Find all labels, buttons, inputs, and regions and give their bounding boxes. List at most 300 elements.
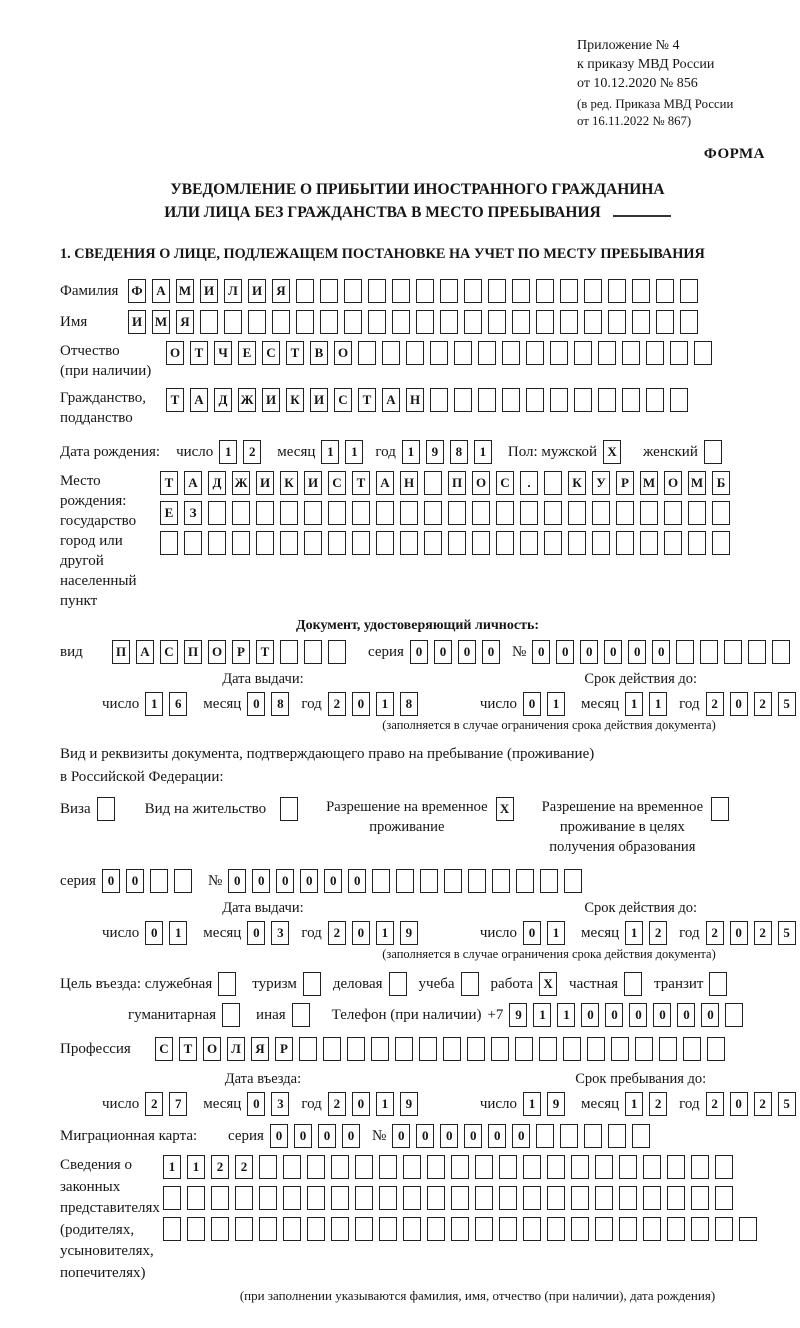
rvp-checkbox <box>496 797 520 821</box>
form-cell: 8 <box>271 692 289 716</box>
form-cell <box>694 341 712 365</box>
form-cell <box>715 1186 733 1210</box>
form-cell: С <box>160 640 178 664</box>
form-cell: 1 <box>321 440 339 464</box>
form-cell <box>499 1155 517 1179</box>
purpose-study-label: учеба <box>418 975 455 992</box>
header-line: Приложение № 4 <box>577 38 680 53</box>
purpose-business-label: деловая <box>332 975 383 992</box>
header-line: от 16.11.2022 № 867) <box>577 114 692 128</box>
form-cell <box>208 501 226 525</box>
form-cell <box>691 1186 709 1210</box>
form-cell: 0 <box>604 640 622 664</box>
form-cell <box>174 869 192 893</box>
purpose-private-checkbox <box>624 972 648 996</box>
form-cell <box>211 1217 229 1241</box>
form-cell <box>515 1037 533 1061</box>
page-title <box>60 179 775 224</box>
title-line-1: УВЕДОМЛЕНИЕ О ПРИБЫТИИ ИНОСТРАННОГО ГРАЖДАНИНА <box>170 181 665 198</box>
header-line: от 10.12.2020 № 856 <box>577 76 698 91</box>
document-header <box>577 36 773 130</box>
form-cell <box>443 1037 461 1061</box>
form-cell: 7 <box>169 1092 187 1116</box>
issue-month-cells <box>247 921 295 945</box>
form-cell <box>568 501 586 525</box>
form-cell <box>304 501 322 525</box>
issue-date-heading: Дата выдачи: <box>222 900 304 916</box>
form-cell: 1 <box>557 1003 575 1027</box>
form-cell: М <box>688 471 706 495</box>
field-residence-series <box>60 869 775 893</box>
form-cell: 0 <box>410 640 428 664</box>
form-cell: Ж <box>232 471 250 495</box>
form-cell <box>392 279 410 303</box>
form-cell <box>632 310 650 334</box>
form-cell <box>608 1124 626 1148</box>
form-cell <box>488 279 506 303</box>
form-cell: 1 <box>187 1155 205 1179</box>
form-cell: О <box>334 341 352 365</box>
purpose-other-checkbox <box>292 1003 316 1027</box>
rvp-education-checkbox <box>711 797 735 821</box>
form-cell <box>496 501 514 525</box>
form-cell: 0 <box>126 869 144 893</box>
form-cell: 0 <box>458 640 476 664</box>
form-cell <box>523 1217 541 1241</box>
id-doc-valid-date <box>480 671 800 716</box>
form-cell: 0 <box>581 1003 599 1027</box>
form-cell: 0 <box>276 869 294 893</box>
form-cell <box>683 1037 701 1061</box>
entry-year-cells <box>328 1092 424 1116</box>
issue-day-cells <box>145 692 193 716</box>
form-cell <box>344 279 362 303</box>
form-cell <box>656 310 674 334</box>
form-cell: 0 <box>629 1003 647 1027</box>
form-cell <box>512 310 530 334</box>
form-cell <box>492 869 510 893</box>
form-cell <box>574 388 592 412</box>
form-cell <box>547 1217 565 1241</box>
form-cell: 1 <box>376 921 394 945</box>
form-cell: О <box>166 341 184 365</box>
form-cell: А <box>190 388 208 412</box>
form-cell <box>184 531 202 555</box>
form-cell: 2 <box>706 692 724 716</box>
sex-male-label: Пол: мужской <box>507 443 598 460</box>
form-cell: О <box>664 471 682 495</box>
citizenship-label: Гражданство, подданство <box>60 390 147 426</box>
form-cell <box>352 531 370 555</box>
purpose-work-checkbox <box>539 972 563 996</box>
form-cell <box>150 869 168 893</box>
form-cell: С <box>328 471 346 495</box>
form-cell: Ж <box>238 388 256 412</box>
form-cell <box>272 310 290 334</box>
form-cell <box>444 869 462 893</box>
form-cell <box>624 972 642 996</box>
form-cell <box>97 797 115 821</box>
title-line-2: ИЛИ ЛИЦА БЕЗ ГРАЖДАНСТВА В МЕСТО ПРЕБЫВАНИЯ <box>60 201 775 224</box>
birth-place-row2-cells <box>160 501 736 525</box>
form-cell: 0 <box>482 640 500 664</box>
form-cell <box>328 501 346 525</box>
form-cell: Я <box>272 279 290 303</box>
form-cell: У <box>592 471 610 495</box>
id-doc-series-label: серия <box>368 643 404 660</box>
form-cell <box>368 279 386 303</box>
form-cell: 1 <box>219 440 237 464</box>
form-cell: 2 <box>328 692 346 716</box>
form-cell: 1 <box>625 692 643 716</box>
form-cell: 1 <box>547 921 565 945</box>
form-cell <box>472 501 490 525</box>
form-cell: 1 <box>402 440 420 464</box>
valid-date-heading: Срок действия до: <box>584 671 698 687</box>
form-cell: С <box>496 471 514 495</box>
form-cell: Н <box>406 388 424 412</box>
form-cell: 0 <box>270 1124 288 1148</box>
month-label: месяц <box>203 1095 242 1112</box>
form-cell: 5 <box>778 921 796 945</box>
form-cell <box>707 1037 725 1061</box>
form-cell <box>664 501 682 525</box>
form-cell: 0 <box>300 869 318 893</box>
migration-series-cells <box>270 1124 366 1148</box>
form-cell: 9 <box>400 1092 418 1116</box>
id-doc-issue-date <box>102 671 424 716</box>
form-cell: Т <box>352 471 370 495</box>
form-cell <box>563 1037 581 1061</box>
form-cell <box>640 501 658 525</box>
form-cell: 1 <box>345 440 363 464</box>
purpose-label: Цель въезда: служебная <box>60 975 213 992</box>
legal-reps-note: (при заполнении указываются фамилия, имя, отчество (при наличии), дата рождения) <box>239 1288 716 1303</box>
stay-until-date <box>480 1071 800 1116</box>
form-cell <box>468 869 486 893</box>
form-cell <box>560 310 578 334</box>
form-cell: 2 <box>145 1092 163 1116</box>
form-cell: 0 <box>228 869 246 893</box>
form-cell: 1 <box>625 921 643 945</box>
form-cell: 1 <box>533 1003 551 1027</box>
birth-date-label: Дата рождения: <box>60 444 161 460</box>
form-cell <box>608 310 626 334</box>
form-cell: З <box>184 501 202 525</box>
form-cell: С <box>262 341 280 365</box>
form-cell <box>296 279 314 303</box>
form-cell: . <box>520 471 538 495</box>
form-cell <box>256 501 274 525</box>
form-cell: К <box>286 388 304 412</box>
form-cell <box>646 388 664 412</box>
form-cell <box>235 1186 253 1210</box>
form-cell <box>320 310 338 334</box>
id-doc-number-label: № <box>511 643 527 660</box>
form-cell <box>598 388 616 412</box>
form-cell: 0 <box>247 921 265 945</box>
field-legal-reps <box>60 1155 775 1284</box>
form-cell: С <box>155 1037 173 1061</box>
legal-reps-rows <box>163 1155 763 1248</box>
form-cell <box>667 1155 685 1179</box>
form-cell <box>328 531 346 555</box>
form-cell <box>472 531 490 555</box>
form-cell: 0 <box>580 640 598 664</box>
form-cell: 0 <box>523 692 541 716</box>
form-cell: X <box>603 440 621 464</box>
patronymic-cells <box>166 341 718 365</box>
form-cell: Б <box>712 471 730 495</box>
residence-permit-label: Вид на жительство <box>144 800 267 817</box>
form-cell <box>725 1003 743 1027</box>
form-cell: Т <box>160 471 178 495</box>
form-cell <box>419 1037 437 1061</box>
form-cell: 0 <box>440 1124 458 1148</box>
name-cells <box>128 310 704 334</box>
form-cell <box>544 471 562 495</box>
form-cell <box>619 1186 637 1210</box>
field-birth-date <box>60 440 775 464</box>
purpose-work-label: работа <box>490 975 534 992</box>
form-cell: 3 <box>271 921 289 945</box>
form-cell <box>389 972 407 996</box>
id-doc-vid-cells <box>112 640 352 664</box>
form-cell <box>256 531 274 555</box>
form-cell <box>688 531 706 555</box>
birth-year-cells <box>402 440 498 464</box>
purpose-tourism-label: туризм <box>252 975 297 992</box>
form-cell <box>643 1155 661 1179</box>
form-cell: Р <box>232 640 250 664</box>
form-cell <box>712 501 730 525</box>
form-cell: 0 <box>294 1124 312 1148</box>
form-cell <box>488 310 506 334</box>
form-cell <box>358 341 376 365</box>
form-cell <box>331 1155 349 1179</box>
form-cell <box>526 341 544 365</box>
form-cell <box>259 1217 277 1241</box>
id-doc-series-cells <box>410 640 506 664</box>
form-cell <box>280 640 298 664</box>
form-cell <box>376 531 394 555</box>
form-cell <box>739 1217 757 1241</box>
form-cell: 0 <box>488 1124 506 1148</box>
citizenship-cells <box>166 388 694 412</box>
form-cell <box>595 1217 613 1241</box>
form-cell: 2 <box>706 1092 724 1116</box>
form-cell: Л <box>227 1037 245 1061</box>
purpose-tourism-checkbox <box>303 972 327 996</box>
form-cell: К <box>280 471 298 495</box>
legal-reps-row3-cells <box>163 1217 763 1241</box>
form-cell: 2 <box>754 692 772 716</box>
form-cell: Е <box>160 501 178 525</box>
header-line: (в ред. Приказа МВД России <box>577 97 734 111</box>
form-cell <box>499 1217 517 1241</box>
form-cell <box>592 501 610 525</box>
form-cell: 0 <box>392 1124 410 1148</box>
form-cell <box>424 531 442 555</box>
form-cell <box>571 1155 589 1179</box>
form-cell <box>711 797 729 821</box>
entry-day-cells <box>145 1092 193 1116</box>
form-cell: О <box>203 1037 221 1061</box>
form-cell: Ч <box>214 341 232 365</box>
sex-female-checkbox <box>704 440 728 464</box>
purpose-humanitarian-label: гуманитарная <box>128 1006 217 1023</box>
form-cell <box>448 531 466 555</box>
form-cell <box>491 1037 509 1061</box>
form-cell: Л <box>224 279 242 303</box>
id-doc-dates <box>60 671 790 716</box>
form-cell <box>715 1217 733 1241</box>
form-cell: 2 <box>649 1092 667 1116</box>
residence-doc-dates <box>60 900 790 945</box>
form-cell <box>440 310 458 334</box>
form-cell <box>475 1155 493 1179</box>
form-cell <box>395 1037 413 1061</box>
form-cell: 0 <box>247 692 265 716</box>
form-cell <box>526 388 544 412</box>
form-cell <box>499 1186 517 1210</box>
id-doc-number-cells <box>532 640 796 664</box>
form-cell: 2 <box>243 440 261 464</box>
valid-month-cells <box>625 692 673 716</box>
form-cell <box>571 1186 589 1210</box>
purpose-humanitarian-checkbox <box>222 1003 246 1027</box>
form-cell <box>520 531 538 555</box>
form-cell <box>187 1217 205 1241</box>
form-cell: А <box>136 640 154 664</box>
form-cell <box>427 1217 445 1241</box>
rvp-education-option <box>542 797 735 857</box>
birth-place-label: Место рождения: государство город или другой населенный пункт <box>60 473 137 609</box>
form-cell: С <box>334 388 352 412</box>
issue-date-heading: Дата выдачи: <box>222 671 304 687</box>
year-label: год <box>375 443 396 460</box>
form-cell: И <box>128 310 146 334</box>
form-cell: X <box>496 797 514 821</box>
residence-permit-option <box>145 797 304 821</box>
form-cell: Д <box>208 471 226 495</box>
form-cell <box>232 501 250 525</box>
form-cell <box>424 471 442 495</box>
form-cell <box>520 501 538 525</box>
form-cell: 0 <box>416 1124 434 1148</box>
issue-year-cells <box>328 921 424 945</box>
form-cell <box>547 1155 565 1179</box>
form-cell <box>748 640 766 664</box>
form-cell <box>328 640 346 664</box>
field-profession <box>60 1037 775 1061</box>
form-cell: А <box>184 471 202 495</box>
residence-permit-checkbox <box>280 797 304 821</box>
form-cell <box>296 310 314 334</box>
residence-series-label: серия <box>60 872 96 889</box>
form-cell <box>656 279 674 303</box>
form-cell: М <box>640 471 658 495</box>
form-cell <box>475 1186 493 1210</box>
form-cell <box>371 1037 389 1061</box>
purpose-other-label: иная <box>256 1006 286 1023</box>
form-cell <box>283 1155 301 1179</box>
form-cell <box>622 388 640 412</box>
form-cell <box>427 1155 445 1179</box>
form-cell <box>712 531 730 555</box>
residence-valid-date <box>480 900 800 945</box>
form-cell: Я <box>176 310 194 334</box>
issue-year-cells <box>328 692 424 716</box>
form-cell <box>512 279 530 303</box>
form-cell <box>709 972 727 996</box>
form-cell: 0 <box>730 692 748 716</box>
header-line: к приказу МВД России <box>577 57 715 72</box>
form-cell <box>523 1155 541 1179</box>
form-cell <box>704 440 722 464</box>
form-cell <box>448 501 466 525</box>
form-cell <box>440 279 458 303</box>
id-doc-vid-label: вид <box>60 644 83 660</box>
form-cell: 1 <box>625 1092 643 1116</box>
form-cell <box>564 869 582 893</box>
residence-doc-options <box>60 797 775 857</box>
sex-female-label: женский <box>643 443 698 460</box>
form-cell <box>691 1155 709 1179</box>
form-cell <box>544 501 562 525</box>
purpose-private-label: частная <box>569 975 619 992</box>
entry-dates <box>60 1071 790 1116</box>
year-label: год <box>301 695 322 712</box>
form-cell <box>320 279 338 303</box>
form-cell <box>670 341 688 365</box>
field-purpose-row2 <box>128 1003 775 1027</box>
field-birth-place <box>60 471 775 611</box>
form-cell <box>635 1037 653 1061</box>
form-cell: 0 <box>102 869 120 893</box>
field-id-doc <box>60 640 775 664</box>
form-cell: 2 <box>328 1092 346 1116</box>
form-cell <box>670 388 688 412</box>
form-cell <box>772 640 790 664</box>
field-purpose <box>60 972 775 996</box>
form-cell <box>571 1217 589 1241</box>
form-cell: Я <box>251 1037 269 1061</box>
form-cell <box>659 1037 677 1061</box>
year-label: год <box>679 695 700 712</box>
form-cell: М <box>176 279 194 303</box>
day-label: число <box>102 1095 140 1112</box>
form-cell: 1 <box>376 692 394 716</box>
form-cell <box>502 388 520 412</box>
field-surname <box>60 279 775 303</box>
form-cell <box>640 531 658 555</box>
form-cell: И <box>310 388 328 412</box>
form-cell: И <box>304 471 322 495</box>
issue-day-cells <box>145 921 193 945</box>
form-cell: Т <box>358 388 376 412</box>
form-cell: 0 <box>653 1003 671 1027</box>
form-cell <box>516 869 534 893</box>
form-cell <box>283 1217 301 1241</box>
form-cell <box>307 1217 325 1241</box>
residence-number-label: № <box>207 872 223 889</box>
entry-date-heading: Дата въезда: <box>224 1071 302 1087</box>
form-cell <box>379 1217 397 1241</box>
form-cell: 0 <box>348 869 366 893</box>
form-cell <box>331 1217 349 1241</box>
form-cell <box>307 1155 325 1179</box>
